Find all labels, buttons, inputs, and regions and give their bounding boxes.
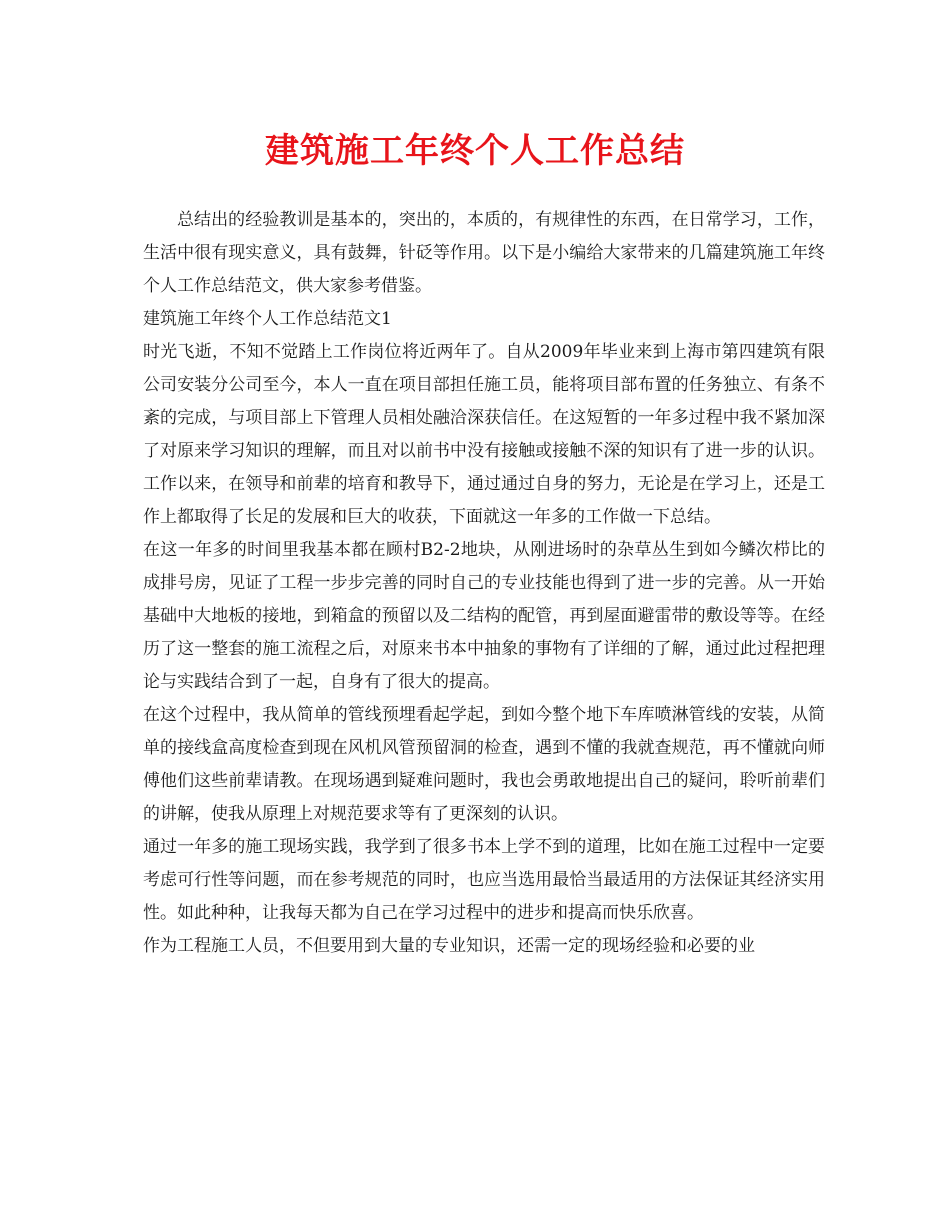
document-title: 建筑施工年终个人工作总结 [265, 131, 685, 171]
body-paragraph: 通过一年多的施工现场实践，我学到了很多书本上学不到的道理，比如在施工过程中一定要考虑可行性等问题，而在参考规范的同时，也应当选用最恰当最适用的方法保证其经济实用性。如此种种，让我每天都为自己在学习过程中的进步和提高而快乐欣喜。 [143, 837, 825, 923]
document-body [143, 204, 825, 963]
section-heading: 建筑施工年终个人工作总结范文1 [143, 309, 392, 329]
body-paragraph: 时光飞逝，不知不觉踏上工作岗位将近两年了。自从2009年毕业来到上海市第四建筑有限公司安装分公司至今，本人一直在项目部担任施工员，能将项目部布置的任务独立、有条不紊的完成，与项目部上下管理人员相处融洽深获信任。在这短暂的一年多过程中我不紧加深了对原来学习知识的理解，而且对以前书中没有接触或接触不深的知识有了进一步的认识。工作以来，在领导和前辈的培育和教导下，通过通过自身的努力，无论是在学习上，还是工作上都取得了长足的发展和巨大的收获，下面就这一年多的工作做一下总结。 [143, 342, 825, 527]
intro-paragraph: 总结出的经验教训是基本的，突出的，本质的，有规律性的东西，在日常学习，工作，生活中很有现实意义，具有鼓舞，针砭等作用。以下是小编给大家带来的几篇建筑施工年终个人工作总结范文，供大家参考借鉴。 [143, 210, 825, 296]
body-paragraph: 在这一年多的时间里我基本都在顾村B2-2地块，从刚进场时的杂草丛生到如今鳞次栉比的成排号房，见证了工程一步步完善的同时自己的专业技能也得到了进一步的完善。从一开始基础中大地板的接地，到箱盒的预留以及二结构的配管，再到屋面避雷带的敷设等等。在经历了这一整套的施工流程之后，对原来书本中抽象的事物有了详细的了解，通过此过程把理论与实践结合到了一起，自身有了很大的提高。 [143, 540, 825, 692]
body-paragraph: 作为工程施工人员，不但要用到大量的专业知识，还需一定的现场经验和必要的业 [143, 936, 755, 956]
body-paragraph: 在这个过程中，我从简单的管线预埋看起学起，到如今整个地下车库喷淋管线的安装，从简单的接线盒高度检查到现在风机风管预留洞的检查，遇到不懂的我就查规范，再不懂就向师傅他们这些前辈请教。在现场遇到疑难问题时，我也会勇敢地提出自己的疑问，聆听前辈们的讲解，使我从原理上对规范要求等有了更深刻的认识。 [143, 705, 825, 824]
